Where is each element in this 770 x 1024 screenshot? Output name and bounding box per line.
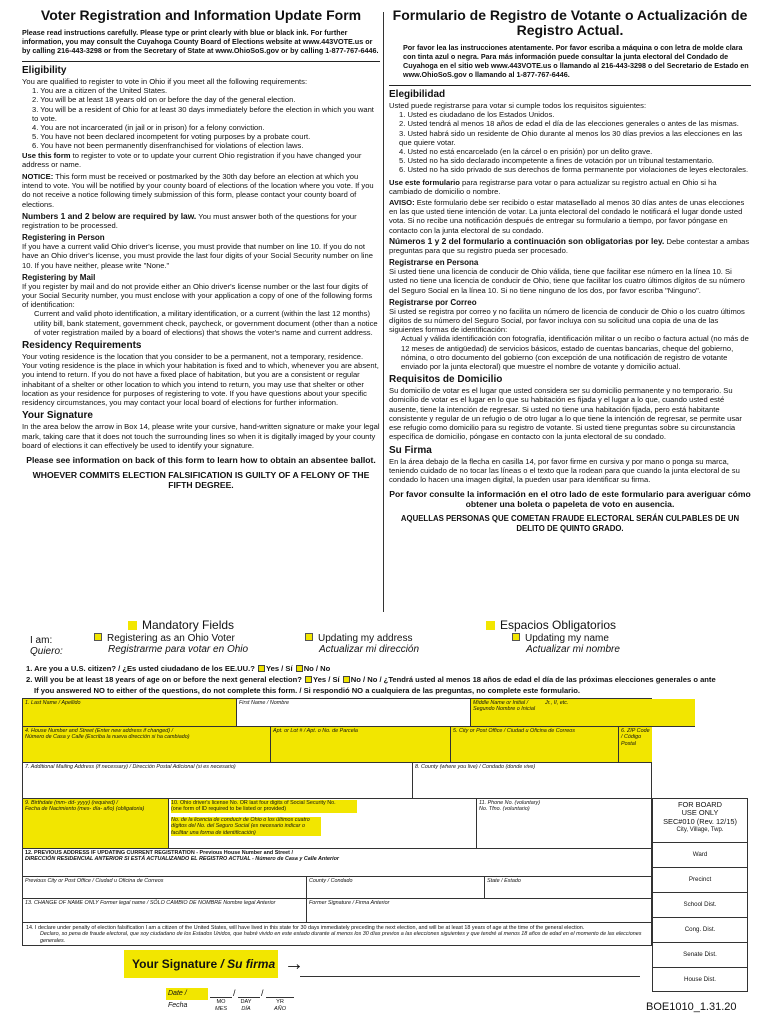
- house-street-field[interactable]: 4. House Number and Street (Enter new address if changed) / Número de Casa y Calle (Escriba la nueva dirección si ha cambiado): [23, 727, 271, 763]
- residency-text-es: Su domicilio de votar es el lugar que usted considera ser su domicilio permanente y no temporario. Su domicilio de votar es el lugar en lo que su habitación es fijada y el lugar a lo que, cuando usted esté ausente, tiene la intención de regresar. Si usted no tiene una habitación fijada, pero está habitante consistente y regular de un refugio o de otro lugar a lo que tiene la intención de regresar, se permite usar ese refugio como domicilio para su registro de votante. Si usted tiene preguntas sobre su circunstancia específica de domicilio, póngase en contacto con la junta electoral de su condado.: [389, 386, 742, 442]
- house-dist-row: House Dist.: [684, 976, 716, 983]
- page-title-es: Formulario de Registro de Votante o Actualización de Registro Actual.: [392, 7, 748, 38]
- signature-label: Your Signature / Su firma: [124, 950, 278, 978]
- notice-es: AVISO: Este formulario debe ser recibido o estar matasellado al menos 30 días antes de unas elecciones en las que usted tiene intención de votar. La junta electoral del condado le notificará el lugar donde usted vota. Si no recibe una notificación después de entregar su formulario a tiempo, por favor póngase en contacto con la junta electoral de su condado.: [389, 198, 745, 235]
- date-month-line[interactable]: [210, 997, 232, 998]
- declaration: 14. I declare under penalty of election falsification I am a citizen of the United States, will have lived in this state for 30 days immediately preceding the next election, and will be at least 18 years of age at the time of the general election. Declaro, so pena de fraude electoral, que soy ciudadano de los Estados Unidos, que habré vivido en este estado durante al menos los 30 días previos a las elecciones siguientes y que tendré al menos 18 años de edad en el momento de las elecciones generales.: [26, 925, 642, 944]
- absentee-note-en: Please see information on back of this form to learn how to obtain an absentee ballot.: [26, 454, 376, 465]
- reg-mail-heading-es: Registrarse por Correo: [389, 297, 477, 307]
- residency-heading-en: Residency Requirements: [22, 340, 142, 352]
- mailing-address-field[interactable]: 7. Additional Mailing Address (if necessary) / Dirección Postal Adicional (si es necesario): [23, 763, 413, 799]
- option-register-checkbox[interactable]: Registering as an Ohio Voter Registrarme para votar en Ohio: [94, 633, 248, 655]
- eligibility-list-en: [32, 86, 380, 150]
- previous-city-field[interactable]: Previous City or Post Office / Ciudad u Oficina de Correos: [23, 877, 307, 899]
- checkbox-icon[interactable]: [512, 633, 520, 641]
- signature-text-es: En la área debajo de la flecha en casilla 14, por favor firme en cursiva y por mano o ponga su marca, teniendo cuidado de no tocar las líneas o el texto que la rodean para que cuando la junta electoral de su condado lo hacen una imagen digital, la pueden usar para identificar su firma.: [389, 456, 740, 484]
- list-item: 4. You are not incarcerated (in jail or in prison) for a felony conviction.: [32, 123, 265, 133]
- checkbox-icon[interactable]: [305, 633, 313, 641]
- reg-person-heading-es: Registrarse en Persona: [389, 258, 479, 268]
- reg-person-text-es: Si usted tiene una licencia de conducir de Ohio válida, tiene que facilitar ese número en la línea 10. Si usted no tiene una licencia de conducir de Ohio, tiene que facilitar los cuatro últimos dígitos de su número del Seguro Social en la línea 10. Si no tiene ninguno de los dos, por favor escriba "Ninguno".: [389, 267, 745, 295]
- residency-text-en: Your voting residence is the location that you consider to be a permanent, not a temporary, residence. Your voting residence is the place in which your habitation is fixed and to which, whenever you are absent, you intend to return. If you do not have a fixed place of habitation, but you are a consistent or regular inhabitant of a shelter or other location to which you intend to return, you may use that shelter or other location as your residence for purposes of registering to vote. If you have questions about your specific residency circumstances, you may contact your local board of elections for further information.: [22, 352, 379, 408]
- option-update-name-checkbox[interactable]: Updating my name Actualizar mi nombre: [512, 633, 620, 655]
- i-am-label: I am: Quiero:: [30, 635, 63, 657]
- felony-warning-es: AQUELLAS PERSONAS QUE COMETAN FRAUDE ELECTORAL SERÁN CULPABLES DE UN DELITO DE QUINTO GRADO.: [400, 514, 740, 534]
- list-item: 5. Usted no ha sido declarado incompetente a fines de votación por un tribunal testamentario.: [399, 156, 714, 166]
- checkbox-icon[interactable]: [94, 633, 102, 641]
- former-signature-field[interactable]: Former Signature / Firma Anterior: [307, 899, 652, 923]
- optional-fields-legend-es: Espacios Obligatorios: [486, 618, 616, 632]
- county-field[interactable]: 8. County (where you live) / Condado (donde vive): [413, 763, 652, 799]
- yellow-swatch-icon: [128, 621, 137, 630]
- middle-name-field[interactable]: Middle Name or Initial / Segundo Nombre o Inicial: [471, 699, 695, 727]
- intro-es: Por favor lea las instrucciones atentamente. Por favor escriba a máquina o con letra de molde clara con tinta azul o negra. Para más información puede consultar la junta electoral del Condado de Cuyahoga en el sitio web www.443VOTE.us o llamando al 216-443-3298 o del Secretario de Estado en www.OhioSoS.gov o llamando al 1-877-767-6446.: [403, 43, 749, 79]
- signature-heading-es: Su Firma: [389, 444, 432, 456]
- no-checkbox[interactable]: [296, 665, 303, 672]
- apt-lot-field[interactable]: Apt. or Lot # / Apt. o No. de Parcela: [271, 727, 451, 763]
- use-form-en: Use this form to register to vote or to update your current Ohio registration if you have changed your address or name.: [22, 150, 362, 169]
- signature-line[interactable]: [300, 976, 640, 977]
- date-label: Date / Fecha: [166, 988, 208, 1000]
- english-instructions: [22, 8, 380, 490]
- felony-warning-en: WHOEVER COMMITS ELECTION FALSIFICATION IS GUILTY OF A FELONY OF THE FIFTH DEGREE.: [32, 469, 370, 490]
- reg-person-text-en: If you have a current valid Ohio driver's license, you must provide that number on line 10. If you do not have an Ohio driver's license, you must provide the last four digits of your Social Security number on line 10. If you have neither, please write "None.": [22, 242, 373, 270]
- day-label: DAY DÍA: [240, 999, 252, 1012]
- list-item: 6. Usted no ha sido privado de sus derechos de forma permanente por violaciones de leyes electorales.: [399, 165, 749, 175]
- no-checkbox[interactable]: [343, 676, 350, 683]
- senate-dist-row: Senate Dist.: [653, 943, 747, 968]
- form-number: BOE1010_1.31.20: [646, 1001, 737, 1013]
- id-number-field[interactable]: 10. Ohio driver's license No. OR last four digits of Social Security No. (one form of ID required to be listed or provided) No. de la licencia de conducir de Ohio o los últimos cuatro dígitos del No. del Seguro Social (es necesario indicar o facilitar una forma de identificación): [169, 799, 477, 849]
- list-item: 1. You are a citizen of the United States.: [32, 86, 168, 96]
- month-label: MO MES: [214, 999, 228, 1012]
- birthdate-field[interactable]: 9. Birthdate (mm- dd- yyyy) (required) / Fecha de Nacimiento (mes- día- año) (obligatoria): [23, 799, 169, 849]
- notice-en: NOTICE: This form must be received or postmarked by the 30th day before an election at which you intend to vote. You will be notified by your county board of elections of the location where you vote. If you do not receive a notice following timely submission of this form, please contact your county board of elections.: [22, 172, 374, 209]
- reg-person-heading-en: Registering in Person: [22, 233, 105, 243]
- list-item: 5. You have not been declared incompetent for voting purposes by a probate court.: [32, 132, 311, 142]
- suffix-field[interactable]: Jr., II, etc.: [543, 699, 652, 727]
- divider: [22, 61, 380, 62]
- former-name-field[interactable]: 13. CHANGE OF NAME ONLY Former legal name / SÓLO CAMBIO DE NOMBRE Nombre legal Anterior: [23, 899, 307, 923]
- reg-mail-text-es: Si usted se registra por correo y no facilita un número de licencia de conducir de Ohio o los cuatro últimos dígitos de su número del Seguro Social, por favor incluya con su solicitud una copia de una de las siguientes formas de identificación:: [389, 306, 745, 335]
- yes-checkbox[interactable]: [305, 676, 312, 683]
- yellow-swatch-icon: [486, 621, 495, 630]
- yes-checkbox[interactable]: [258, 665, 265, 672]
- absentee-note-es: Por favor consulte la información en el otro lado de este formulario para averiguar cómo obtener una boleta o papeleta de voto en ausencia.: [389, 489, 751, 510]
- list-item: 2. Usted tendrá al menos 18 años de edad el día de las elecciones generales o antes de las mismas.: [399, 119, 739, 129]
- registration-fields-grid: [22, 698, 652, 946]
- city-field[interactable]: 5. City or Post Office / Ciudad u Oficina de Correos: [451, 727, 619, 763]
- eligibility-heading-en: Eligibility: [22, 65, 67, 76]
- spanish-instructions: [389, 8, 751, 534]
- divider: [389, 85, 751, 86]
- reg-mail-heading-en: Registering by Mail: [22, 272, 96, 282]
- school-dist-row: School Dist.: [653, 893, 747, 918]
- phone-field[interactable]: 11. Phone No. (voluntary) No. Tfno. (voluntario): [477, 799, 652, 849]
- list-item: 4. Usted no está encarcelado (en la cárcel o en prisión) por un delito grave.: [399, 147, 653, 157]
- use-form-es: Use este formulario para registrarse para votar o para actualizar su registro actual en Ohio si ha cambiado de domicilio o nombre.: [389, 177, 717, 196]
- list-item: 1. Usted es ciudadano de los Estados Unidos.: [399, 110, 555, 120]
- signature-heading-en: Your Signature: [22, 410, 93, 422]
- residency-heading-es: Requisitos de Domicilio: [389, 374, 503, 386]
- list-item: 3. Usted habrá sido un residente de Ohio durante al menos los 30 días previos a las elecciones en las que quiere votar.: [399, 128, 743, 147]
- question-citizen: 1. Are you a U.S. citizen? / ¿Es usted ciudadano de los EE.UU.? Yes / Sí No / No: [26, 664, 331, 673]
- list-item: 2. You will be at least 18 years old on or before the day of the general election.: [32, 95, 296, 105]
- previous-county-field[interactable]: County / Condado: [307, 877, 485, 899]
- last-name-field[interactable]: 1. Last Name / Apellido: [23, 699, 237, 727]
- eligibility-intro-es: Usted puede registrarse para votar si cumple todos los requisitos siguientes:: [389, 101, 647, 110]
- question-age: 2. Will you be at least 18 years of age on or before the next general election? Yes / Sí No / No / ¿Tendrá usted al menos 18 años de edad el día de las próximas elecciones generales o ante: [26, 675, 716, 684]
- list-item: 3. You will be a resident of Ohio for at least 30 days immediately before the election in which you want to vote.: [32, 104, 374, 123]
- question-warning: If you answered NO to either of the questions, do not complete this form. / Si respondió NO a cualquiera de las preguntas, no complete este formulario.: [34, 686, 580, 695]
- cong-dist-row: Cong. Dist.: [653, 918, 747, 943]
- year-label: YR AÑO: [273, 999, 287, 1012]
- signature-text-en: In the area below the arrow in Box 14, please write your cursive, hand-written signature or make your legal mark, taking care that it does not touch the surrounding lines so when it is digitally imaged by your county board of elections it can effectively be used to identify your signature.: [22, 422, 380, 450]
- date-day-line[interactable]: [238, 997, 260, 998]
- date-year-line[interactable]: [266, 997, 294, 998]
- eligibility-intro-en: You are qualified to register to vote in Ohio if you meet all the following requirements:: [22, 77, 308, 86]
- numbers-required-es: Números 1 y 2 del formulario a continuación son obligatorias por ley. Debe contestar a ambas preguntas para que su registro pueda ser procesado.: [389, 235, 750, 256]
- mandatory-fields-legend: Mandatory Fields: [128, 618, 234, 632]
- numbers-required-en: Numbers 1 and 2 below are required by law. You must answer both of the questions for your registration to be processed.: [22, 210, 357, 231]
- previous-state-field[interactable]: State / Estado: [485, 877, 652, 899]
- first-name-field[interactable]: First Name / Nombre: [237, 699, 471, 727]
- option-update-address-checkbox[interactable]: Updating my address Actualizar mi dirección: [305, 633, 419, 655]
- reg-mail-id-list-es: Actual y válida identificación con fotografía, identificación militar o un recibo o factura actual (no más de 12 meses de antigüedad) de servicios básicos, estado de cuentas bancarias, cheque del gobierno, nómina, o otro documento del gobierno (con excepción de una notificación de registro de votante enviado por la junta electoral) que muestre el nombre de votante y domicilio actual.: [401, 334, 749, 372]
- page-title-en: Voter Registration and Information Update Form: [40, 7, 362, 23]
- previous-address-field[interactable]: 12. PREVIOUS ADDRESS IF UPDATING CURRENT REGISTRATION - Previous House Number and Street / DIRECCIÓN RESIDENCIAL ANTERIOR SI ESTÁ ACTUALIZANDO EL REGISTRO ACTUAL - Número de Casa y Calle Anterior: [23, 849, 652, 877]
- list-item: 6. You have not been permanently disenfranchised for violations of election laws.: [32, 141, 304, 151]
- eligibility-list-es: [399, 110, 751, 174]
- column-divider: [383, 12, 384, 612]
- reg-mail-id-list-en: Current and valid photo identification, a military identification, or a current (within the last 12 months) utility bill, bank statement, government check, paycheck, or government document (other than a notice of voter registration mailed by a board of elections) that shows the voter's name and current address.: [34, 309, 378, 337]
- precinct-row: Precinct: [653, 868, 747, 893]
- eligibility-heading-es: Elegibilidad: [389, 89, 446, 100]
- board-use-only-box: FOR BOARD USE ONLY SEC#010 (Rev. 12/15) City, Village, Twp. Ward Precinct School Dist. Cong. Dist. Senate Dist. House Dist.: [652, 798, 748, 992]
- intro-en: Please read instructions carefully. Please type or print clearly with blue or black ink. For further information, you may consult the Cuyahoga County Board of Elections website at www.443VOTE.us or by calling 216-443-3298 or from the Secretary of State at www.OhioSoS.gov or by calling 1-877-767-6446.: [22, 28, 379, 55]
- arrow-right-icon: →: [284, 953, 304, 975]
- reg-mail-text-en: If you register by mail and do not provide either an Ohio driver's license number or the last four digits of your Social Security number, you must enclose with your application a copy of one of the following forms of identification:: [22, 281, 373, 310]
- ward-row: Ward: [653, 843, 747, 868]
- zip-field[interactable]: 6. ZIP Code / Código Postal: [619, 727, 652, 763]
